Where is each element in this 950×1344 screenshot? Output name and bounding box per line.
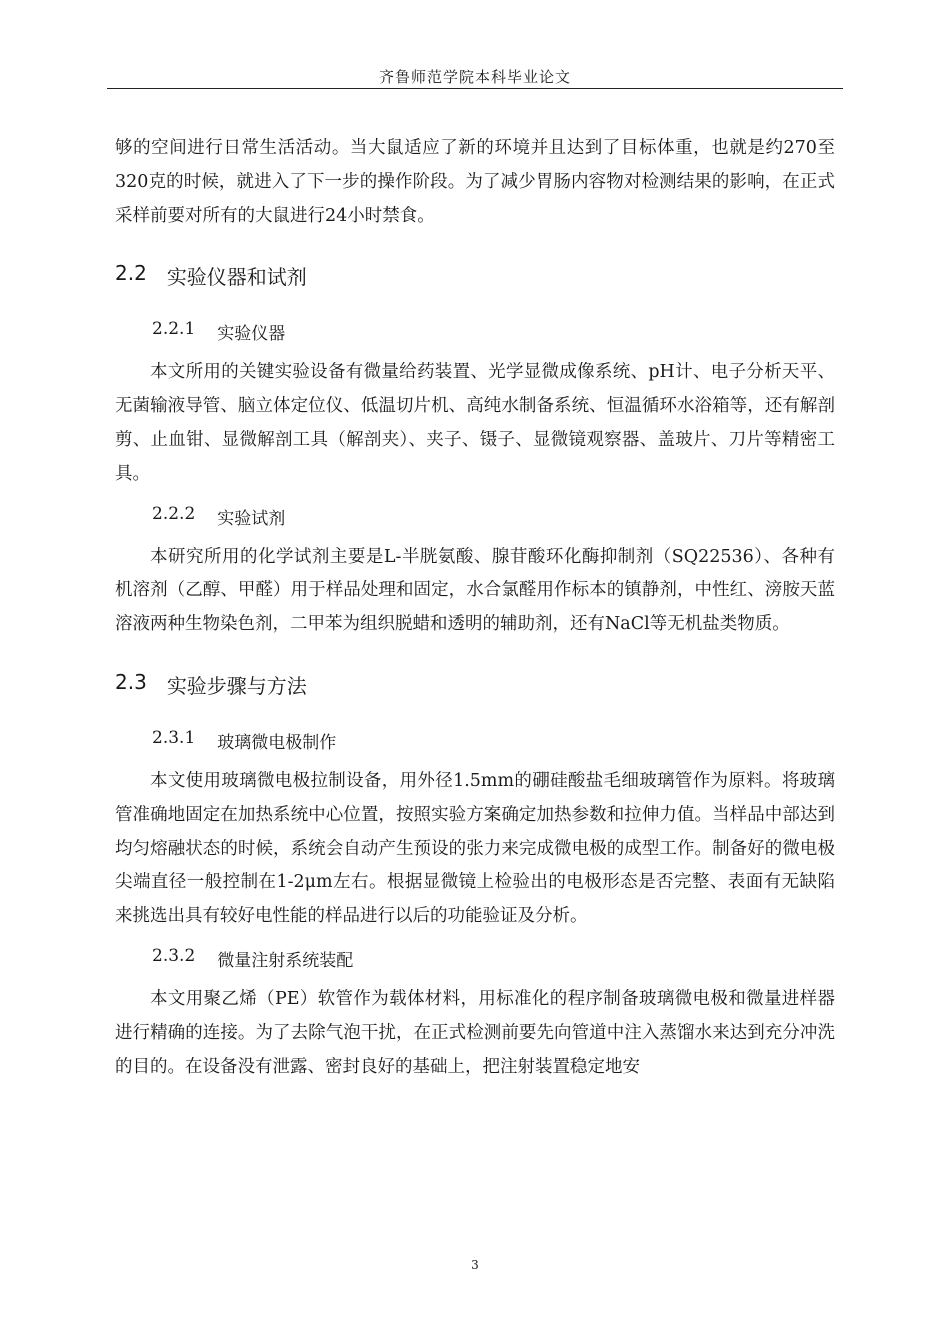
section-title: 实验仪器和试剂 — [166, 265, 307, 290]
subsection-heading-2-2-1 — [115, 319, 835, 344]
header-rule — [107, 88, 843, 89]
section-number: 2.2 — [115, 261, 147, 286]
section-number: 2.3 — [115, 669, 147, 694]
subsection-title: 微量注射系统装配 — [217, 950, 354, 971]
section-title: 实验步骤与方法 — [166, 673, 307, 698]
subsection-title: 玻璃微电极制作 — [217, 732, 337, 753]
subsection-title: 实验仪器 — [217, 324, 286, 345]
page-body — [115, 132, 835, 1084]
section-heading-2-3 — [115, 670, 835, 699]
section-heading-2-2 — [115, 261, 835, 290]
subsection-number: 2.3.2 — [152, 945, 196, 966]
paragraph-continuation: 够的空间进行日常生活活动。当大鼠适应了新的环境并且达到了目标体重，也就是约270至320克的时候，就进入了下一步的操作阶段。为了减少胃肠内容物对检测结果的影响，在正式采样前要对所有的大鼠进行24小时禁食。 — [115, 138, 835, 226]
subsection-number: 2.2.1 — [152, 319, 196, 340]
subsection-number: 2.2.2 — [152, 503, 196, 524]
subsection-heading-2-3-1 — [115, 728, 835, 753]
subsection-title: 实验试剂 — [217, 508, 286, 529]
subsection-heading-2-3-2 — [115, 946, 835, 971]
paragraph-injection-system: 本文用聚乙烯（PE）软管作为载体材料，用标准化的程序制备玻璃微电极和微量进样器进行精确的连接。为了去除气泡干扰，在正式检测前要先向管道中注入蒸馏水来达到充分冲洗的目的。在设备没有泄露、密封良好的基础上，把注射装置稳定地安 — [115, 988, 835, 1077]
page-number: 3 — [471, 1258, 479, 1272]
paragraph-reagents: 本研究所用的化学试剂主要是L-半胱氨酸、腺苷酸环化酶抑制剂（SQ22536）、各种有机溶剂（乙醇、甲醛）用于样品处理和固定，水合氯醛用作标本的镇静剂，中性红、滂胺天蓝溶液两种生物染色剂，二甲苯为组织脱蜡和透明的辅助剂，还有NaCl等无机盐类物质。 — [115, 546, 835, 635]
subsection-heading-2-2-2 — [115, 504, 835, 529]
subsection-number: 2.3.1 — [152, 727, 196, 748]
running-header: 齐鲁师范学院本科毕业论文 — [378, 68, 571, 86]
paragraph-instruments: 本文所用的关键实验设备有微量给药装置、光学显微成像系统、pH计、电子分析天平、无菌输液导管、脑立体定位仪、低温切片机、高纯水制备系统、恒温循环水浴箱等，还有解剖剪、止血钳、显微解剖工具（解剖夹）、夹子、镊子、显微镜观察器、盖玻片、刀片等精密工具。 — [115, 362, 835, 484]
paragraph-microelectrode: 本文使用玻璃微电极拉制设备，用外径1.5mm的硼硅酸盐毛细玻璃管作为原料。将玻璃管准确地固定在加热系统中心位置，按照实验方案确定加热参数和拉伸力值。当样品中部达到均匀熔融状态的时候，系统会自动产生预设的张力来完成微电极的成型工作。制备好的微电极尖端直径一般控制在1-2μm左右。根据显微镜上检验出的电极形态是否完整、表面有无缺陷来挑选出具有较好电性能的样品进行以后的功能验证及分析。 — [115, 770, 835, 927]
